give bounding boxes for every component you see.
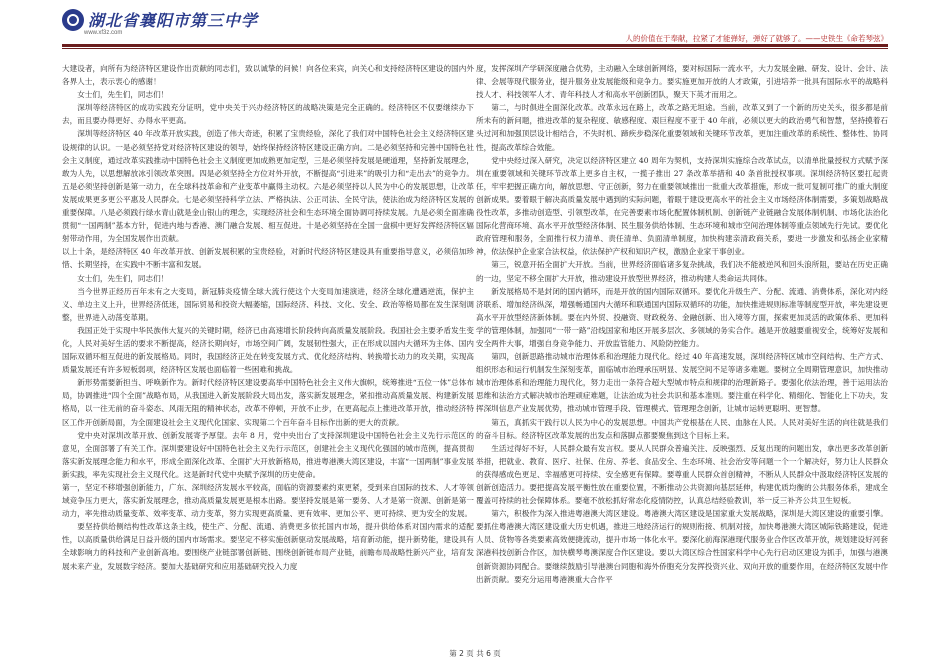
paragraph: 党中央对深圳改革开放、创新发展寄予厚望。去年 8 月，党中央出台了支持深圳建设中国特色社会主义先行示范区的意见，全面部署了有关工作。深圳要建设好中国特色社会主义先行示范区，创建社会主义现代化强国的城市范例，提高贯彻落实新发展理念能力和水平，形成全面深化改革、全面扩大开放新格局，推进粤港澳大湾区建设，丰富“一国两制”事业发展新实践，率先实现社会主义现代化。这是新时代党中央赋予深圳的历史使命。 — [62, 430, 474, 479]
header-motto: 人的价值在于奉献，拉紧了才能弹好，弹好了就够了。——史铁生《命若琴弦》 — [625, 34, 888, 43]
paragraph: 大建设者，向所有为经济特区建设作出贡献的同志们，致以诚挚的问候！向各位来宾，向关心和支持经济特区建设的国内外各界人士，表示衷心的感谢！ — [62, 64, 474, 87]
paragraph: 度，发挥深圳产学研深度融合优势，主动融入全球创新网络，要对标国际一流水平，大力发展金融、研发、设计、会计、法律、会展等现代服务业，提升服务业发展能级和竞争力。要实施更加开放的人才政策，引进培养一批具有国际水平的战略科技人才、科技领军人才、青年科技人才和高水平创新团队，聚天下英才而用之。 — [476, 64, 888, 100]
header-divider — [62, 44, 888, 47]
school-logo — [62, 8, 258, 31]
site-url: www.xf3z.com — [84, 30, 123, 36]
paragraph: 深圳等经济特区 40 年改革开放实践，创造了伟大奇迹，积累了宝贵经验，深化了我们对中国特色社会主义经济特区建设规律的认识。一是必须坚持党对经济特区建设的领导，始终保持经济特区建设正确方向。二是必须坚持和完善中国特色社会主义制度，通过改革实践推动中国特色社会主义制度更加成熟更加定型，三是必须坚持发展是硬道理，坚持新发展理念，敢为人先，以思想解放冰引领改革突围。四是必须坚持全方位对外开放，不断提高“引进来”的吸引力和“走出去”的竞争力。五是必须坚持创新是第一动力，在全球科技革命和产业变革中赢得主动权。六是必须坚持以人民为中心的发展思想，让改革发展成果更多更公平惠及人民群众。七是必须坚持科学立法、严格执法、公正司法、全民守法，使法治成为经济特区发展的重要保障。八是必须践行绿水青山就是金山银山的理念，实现经济社会和生态环境全面协调可持续发展。九是必须全面准确贯彻“一国两制”基本方针，促进内地与香港、澳门融合发展、相互促进。十是必须坚持在全国一盘棋中更好发挥经济特区辐射带动作用，为全国发展作出贡献。 — [62, 129, 474, 244]
paragraph: 女士们，先生们，同志们！ — [77, 90, 169, 100]
paragraph: 第一，坚定不移增强创新能力，广东、深圳经济发展水平较高，面临的资源要素约束更紧，受到来自国际的技术、人才等领域竞争压力更大，落实新发展理念，推动高质量发展更是根本出路。要坚持发展是第一要务、人才是第一资源、创新是第一动力，率先推动质量变革、效率变革、动力变革，努力实现更高质量、更有效率、更加公平、更可持续、更为安全的发展。 — [62, 483, 474, 519]
school-emblem-icon — [62, 9, 84, 31]
paragraph: 以上十条，是经济特区 40 年改革开放、创新发展积累的宝贵经验，对新时代经济特区建设具有重要指导意义，必须倍加珍惜、长期坚持，在实践中不断丰富和发展。 — [62, 247, 474, 270]
paragraph: 新形势需要新担当、呼唤新作为。新时代经济特区建设要高举中国特色社会主义伟大旗帜，统筹推进“五位一体”总体布局，协调推进“四个全面”战略布局，从我国进入新发展阶段大局出发，落实新发展理念，紧扣推动高质量发展、构建新发展格局，以一往无前的奋斗姿态、风雨无阻的精神状态，改革不停顿，开放不止步，在更高起点上推进改革开放，推动经济特区工作开创新局面，为全面建设社会主义现代化国家、实现第二个百年奋斗目标作出新的更大的贡献。 — [62, 378, 474, 427]
school-name: 湖北省襄阳市第三中学 — [88, 11, 259, 30]
page-footer: 第 2 页 共 6 页 — [449, 649, 501, 658]
paragraph: 第六，积极作为深入推进粤港澳大湾区建设。粤港澳大湾区建设是国家重大发展战略，深圳是大湾区建设的重要引擎。要抓住粤港澳大湾区建设重大历史机遇，推进三地经济运行的规则衔接、机制对接，加快粤港澳大湾区城际铁路建设，促进人员、货物等各类要素高效便捷流动，提升市场一体化水平。要深化前海深港现代服务业合作区改革开放，规划建设好河套深港科技创新合作区，加快横琴粤澳深度合作区建设。要以大湾区综合性国家科学中心先行启动区建设为抓手，加强与港澳创新资源协同配合。要继续鼓励引导港澳台同胞和海外侨胞充分发挥投资兴业、双向开放的重要作用，在经济特区发展中作出新贡献。要充分运用粤港澳重大合作平 — [476, 509, 888, 584]
paragraph: 要坚持供给侧结构性改革这条主线，使生产、分配、流通、消费更多依托国内市场，提升供给体系对国内需求的适配性，以高质量供给满足日益升级的国内市场需求。要坚定不移实施创新驱动发展战略，培育新动能，提升新势能，建设具有全球影响力的科技和产业创新高地。要围绕产业链部署创新链、围绕创新链布局产业链，前瞻布局战略性新兴产业，培育发展未来产业，发展数字经济。要加大基础研究和应用基础研究投入力度 — [62, 522, 474, 571]
page-header — [0, 0, 950, 48]
paragraph: 第二，与时俱进全面深化改革。改革永远在路上，改革之路无坦途。当前，改革又到了一个新的历史关头，很多都是前所未有的新问题，推进改革的复杂程度、敏感程度、艰巨程度不亚于 40 年前，必须以更大的政治勇气和智慧，坚持摸着石头过河和加强顶层设计相结合，不失时机、蹄疾步稳深化重要领域和关键环节改革，更加注重改革的系统性、整体性、协同性，提高改革综合效能。 — [476, 103, 888, 152]
paragraph: 生活过得好不好，人民群众最有发言权。要从人民群众普遍关注、反映强烈、反复出现的问题出发，拿出更多改革创新举措，把就业、教育、医疗、社保、住房、养老、食品安全、生态环境、社会治安等问题一个一个解决好，努力让人民群众的获得感成色更足、幸福感更可持续、安全感更有保障。要尊重人民群众首创精神，不断从人民群众中汲取经济特区发展的创新创造活力。要把提高发展平衡性放在重要位置，不断推动公共资源向基层延伸，构建优质均衡的公共服务体系，建成全覆盖可持续的社会保障体系。要毫不放松抓好常态化疫情防控，认真总结经验教训，举一反三补齐公共卫生短板。 — [476, 443, 888, 506]
paragraph: 女士们，先生们，同志们！ — [77, 273, 169, 283]
left-text-column — [62, 62, 474, 647]
paragraph: 党中央经过深入研究，决定以经济特区建立 40 周年为契机，支持深圳实施综合改革试点，以清单批量授权方式赋予深圳在重要领域和关键环节改革上更多自主权，一揽子推出 27 条改革举措和 40 条首批授权事项。深圳经济特区要扛起责任，牢牢把握正确方向，解放思想、守正创新，努力在重要领域推出一批重大改革措施，形成一批可复制可推广的重大制度创新成果。要着眼于解决高质量发展中遇到的实际问题，着眼于建设更高水平的社会主义市场经济体制需要，多策划战略战役性改革，多推动创造型、引领型改革，在完善要素市场化配置体制机制、创新链产业链融合发展体制机制、市场化法治化国际化营商环境、高水平开放型经济体制、民生服务供给体制、生态环境和城市空间治理体制等重点领域先行先试。要优化政府管理和服务，全面推行权力清单、责任清单、负面清单制度，加快构建亲清政商关系，要进一步激发和弘扬企业家精神，依法保护企业家合法权益，依法保护产权和知识产权，激励企业家干事创业。 — [476, 155, 888, 257]
right-text-column — [476, 62, 888, 647]
paragraph: 深圳等经济特区的成功实践充分证明，党中央关于兴办经济特区的战略决策是完全正确的。经济特区不仅要继续办下去，而且要办得更好、办得水平更高。 — [62, 103, 474, 126]
paragraph: 第三，锐意开拓全面扩大开放。当前，世界经济面临诸多复杂挑战，我们决不能被逆风和回头浪所阻，要站在历史正确的一边，坚定不移全面扩大开放，推动建设开放型世界经济，推动构建人类命运共同体。 — [476, 260, 888, 283]
paragraph: 当今世界正经历百年未有之大变局，新冠肺炎疫情全球大流行使这个大变局加速演进，经济全球化遭遇逆流，保护主义、单边主义上升，世界经济低迷，国际贸易和投资大幅萎缩，国际经济、科技、文化、安全、政治等格局都在发生深刻调整，世界进入动荡变革期。 — [62, 286, 474, 322]
header-divider-thin — [62, 48, 888, 49]
paragraph: 第五，真抓实干践行以人民为中心的发展思想。中国共产党根基在人民、血脉在人民。人民对美好生活的向往就是我们的奋斗目标。经济特区改革发展的出发点和落脚点都要聚焦到这个目标上来。 — [476, 417, 888, 440]
paragraph: 我国正处于实现中华民族伟大复兴的关键时期，经济已由高速增长阶段转向高质量发展阶段。我国社会主要矛盾发生变化，人民对美好生活的要求不断提高，经济长期向好，市场空间广阔，发展韧性强大，正在形成以国内大循环为主体、国内国际双循环相互促进的新发展格局。同时，我国经济正处在转变发展方式、优化经济结构、转换增长动力的攻关期，实现高质量发展还有许多短板弱项，经济特区发展也面临着一些困难和挑战。 — [62, 325, 474, 375]
paragraph: 第四，创新思路推动城市治理体系和治理能力现代化。经过 40 年高速发展，深圳经济特区城市空间结构、生产方式、组织形态和运行机制发生深刻变革，面临城市治理承压明显、发展空间不足等诸多难题。要树立全周期管理意识，加快推动城市治理体系和治理能力现代化，努力走出一条符合超大型城市特点和规律的治理新路子。要强化依法治理，善于运用法治思维和法治方式解决城市治理顽症难题，让法治成为社会共识和基本准则。要注重在科学化、精细化、智能化上下功夫，发挥深圳信息产业发展优势，推动城市管理手段、管理模式、管理理念创新，让城市运转更聪明、更智慧。 — [476, 352, 888, 414]
paragraph: 新发展格局不是封闭的国内循环，而是开放的国内国际双循环。要优化升级生产、分配、流通、消费体系，深化对内经济联系、增加经济纵深，增强畅通国内大循环和联通国内国际双循环的功能，加快推进规则标准等制度型开放，率先建设更高水平开放型经济新体制。要在内外贸、投融资、财政税务、金融创新、出入境等方面，探索更加灵活的政策体系、更加科学的管理体制，加强同“一带一路”沿线国家和地区开展多层次、多领域的务实合作。越是开放越要重视安全，统筹好发展和安全两件大事，增强自身竞争能力、开放监管能力、风险防控能力。 — [476, 286, 888, 348]
